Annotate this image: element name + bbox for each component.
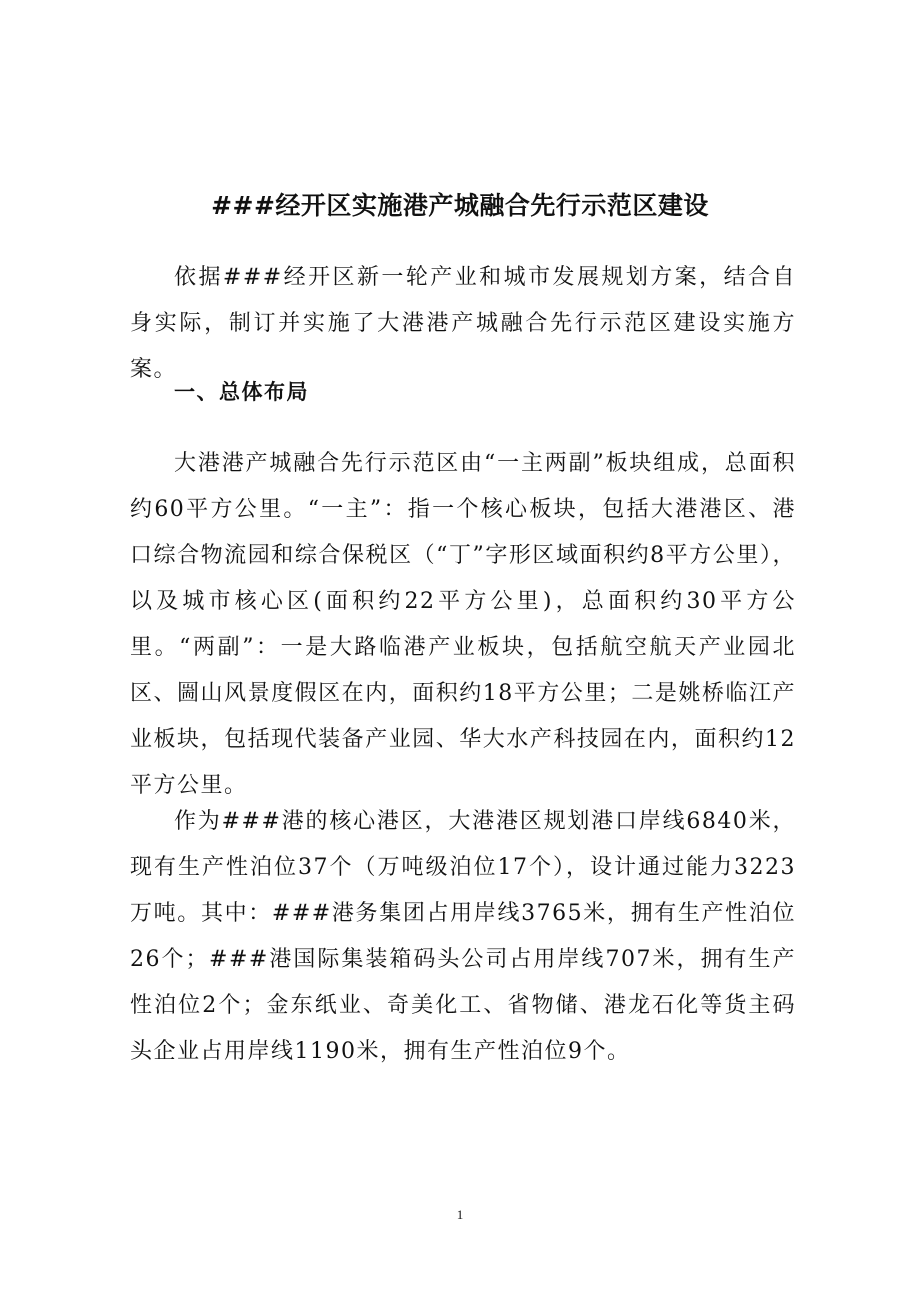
section-heading-overall-layout: 一、总体布局 bbox=[174, 380, 309, 404]
page-number: 1 bbox=[456, 1207, 464, 1222]
document-title: ###经开区实施港产城融合先行示范区建设 bbox=[211, 191, 709, 220]
layout-paragraph: 大港港产城融合先行示范区由“一主两副”板块组成，总面积约60平方公里。“一主”：指一个核心板块，包括大港港区、港口综合物流园和综合保税区（“丁”字形区域面积约8平方公里），以及城市核心区(面积约22平方公里)，总面积约30平方公里。“两副”：一是大路临港产业板块，包括航空航天产业园北区、圌山风景度假区在内，面积约18平方公里；二是姚桥临江产业板块，包括现代装备产业园、华大水产科技园在内，面积约12平方公里。 bbox=[130, 451, 796, 798]
port-paragraph: 作为###港的核心港区，大港港区规划港口岸线6840米，现有生产性泊位37个（万吨级泊位17个），设计通过能力3223万吨。其中：###港务集团占用岸线3765米，拥有生产性泊位26个；###港国际集装箱码头公司占用岸线707米，拥有生产性泊位2个；金东纸业、奇美化工、省物储、港龙石化等货主码头企业占用岸线1190米，拥有生产性泊位9个。 bbox=[130, 809, 796, 1064]
intro-paragraph: 依据###经开区新一轮产业和城市发展规划方案，结合自身实际，制订并实施了大港港产城融合先行示范区建设实施方案。 bbox=[130, 265, 796, 382]
